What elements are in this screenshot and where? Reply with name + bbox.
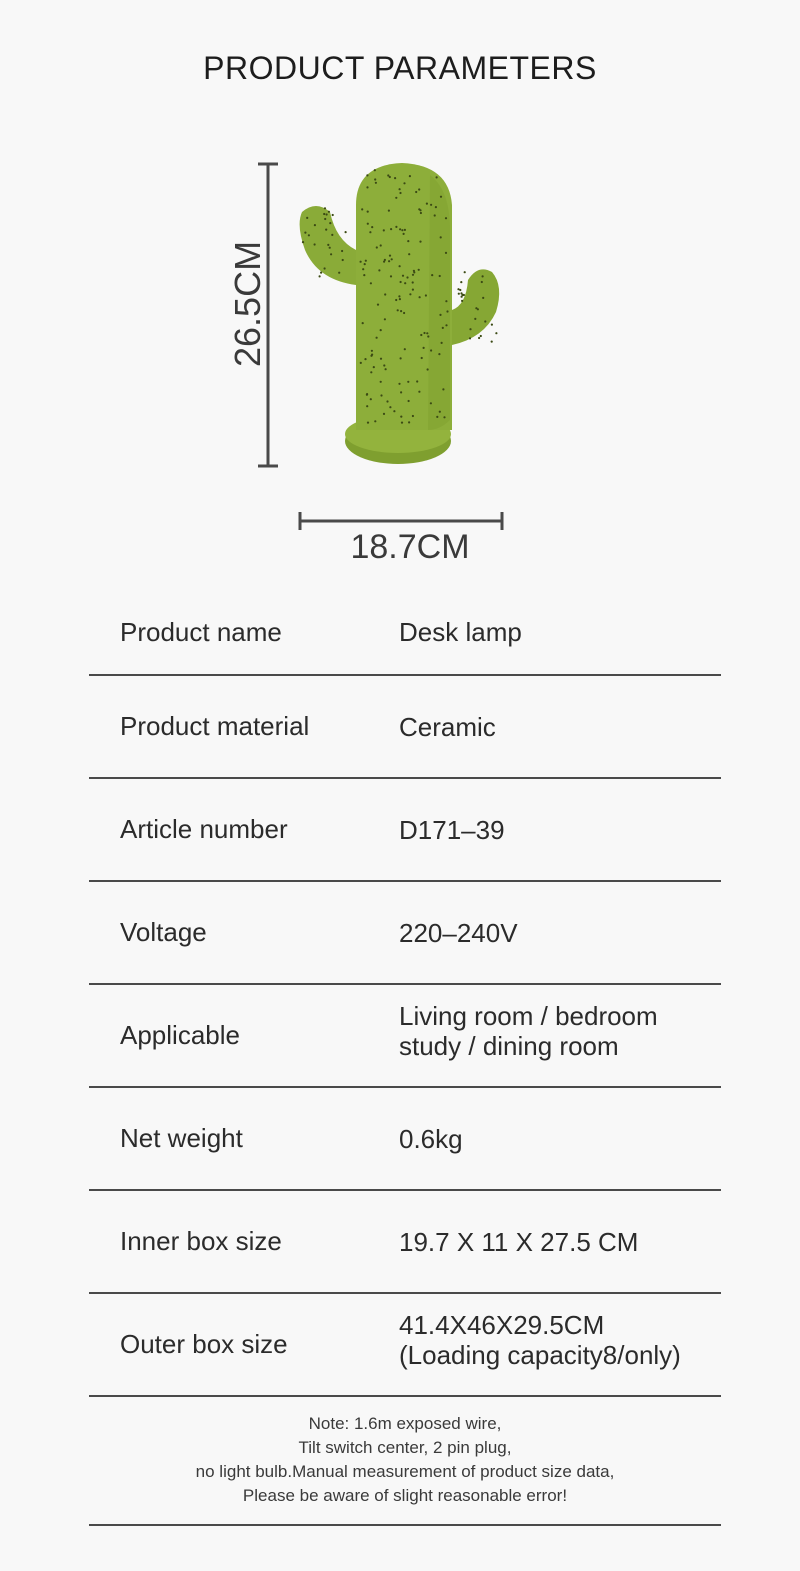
spec-label: Net weight <box>120 1123 243 1153</box>
product-figure <box>0 0 800 600</box>
height-dimension-label: 26.5CM <box>227 240 268 367</box>
note-line: Note: 1.6m exposed wire, <box>308 1414 502 1433</box>
page-title: PRODUCT PARAMETERS <box>203 50 597 86</box>
spec-row-article-number <box>89 779 721 882</box>
note-line: Tilt switch center, 2 pin plug, <box>298 1438 512 1457</box>
note-line: no light bulb.Manual measurement of product size data, <box>195 1462 615 1481</box>
spec-row-outer-box-size <box>89 1294 721 1397</box>
spec-row-net-weight <box>89 1088 721 1191</box>
cactus-lamp <box>300 163 500 464</box>
spec-row-applicable <box>89 985 721 1088</box>
spec-label: Product name <box>120 616 282 647</box>
spec-value: Ceramic <box>399 711 496 742</box>
spec-row-voltage <box>89 882 721 985</box>
cactus-lamp-illustration <box>0 0 800 600</box>
spec-value: 0.6kg <box>399 1123 463 1154</box>
spec-value: 41.4X46X29.5CM (Loading capacity8/only) <box>399 1309 681 1370</box>
spec-value: Living room / bedroom study / dining room <box>399 1000 658 1061</box>
spec-table <box>89 590 721 1397</box>
spec-label: Article number <box>120 814 288 844</box>
spec-label: Product material <box>120 711 310 741</box>
spec-row-product-material <box>89 676 721 779</box>
width-dimension-label: 18.7CM <box>350 528 470 566</box>
spec-row-product-name <box>89 590 721 676</box>
spec-value: Desk lamp <box>399 617 522 647</box>
spec-label: Outer box size <box>120 1329 288 1359</box>
spec-value: D171–39 <box>399 814 505 845</box>
spec-label: Voltage <box>120 917 207 947</box>
spec-value: 19.7 X 11 X 27.5 CM <box>399 1226 639 1257</box>
spec-label: Inner box size <box>120 1226 282 1256</box>
spec-value: 220–240V <box>399 917 518 948</box>
note-text <box>89 1410 721 1526</box>
note-line: Please be aware of slight reasonable error! <box>242 1486 568 1505</box>
spec-label: Applicable <box>120 1020 240 1050</box>
spec-row-inner-box-size <box>89 1191 721 1294</box>
